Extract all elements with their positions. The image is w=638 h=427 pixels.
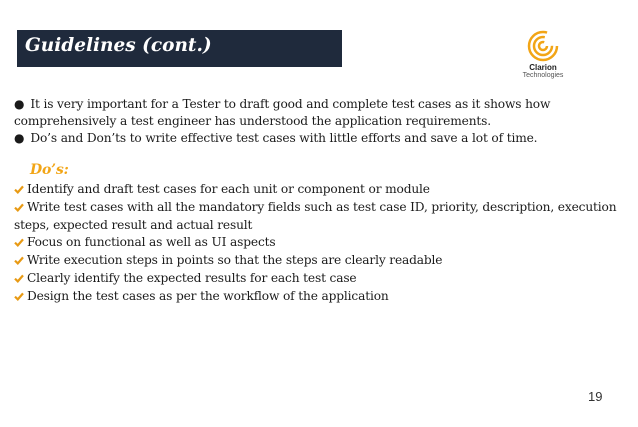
intro-paragraph [14, 96, 624, 130]
list-item [14, 199, 624, 234]
clarion-logo-icon [526, 30, 560, 62]
list-item-text: Focus on functional as well as UI aspects [27, 235, 276, 249]
list-item [14, 252, 624, 270]
checkmark-icon [14, 271, 25, 288]
list-item [14, 270, 624, 288]
list-item-text: Design the test cases as per the workflow of the application [27, 289, 389, 303]
list-item [14, 234, 624, 252]
list-item-text: Write test cases with all the mandatory fields such as test case ID, priority, description, execution steps, expected result and actual result [14, 200, 617, 232]
list-item-text: Clearly identify the expected results for each test case [27, 271, 357, 285]
intro-text: It is very important for a Tester to draft good and complete test cases as it shows how comprehensively a test engineer has understood the application requirements. [14, 97, 551, 128]
bullet-icon: ● [14, 131, 25, 145]
list-item-text: Write execution steps in points so that the steps are clearly readable [27, 253, 443, 267]
title-bar [17, 30, 342, 67]
page-number: 19 [588, 389, 603, 404]
logo-name: Clarion [529, 63, 557, 72]
intro-paragraph [14, 130, 624, 147]
slide-content [14, 96, 624, 306]
checkmark-icon [14, 235, 25, 252]
list-item-text: Identify and draft test cases for each unit or component or module [27, 182, 430, 196]
checkmark-icon [14, 182, 25, 199]
checkmark-icon [14, 289, 25, 306]
checkmark-icon [14, 253, 25, 270]
list-item [14, 288, 624, 306]
logo-tagline: Technologies [522, 72, 564, 79]
dos-heading: Do’s: [30, 162, 69, 178]
intro-text: Do’s and Don’ts to write effective test cases with little efforts and save a lot of time. [30, 131, 538, 145]
dos-list [14, 181, 624, 306]
checkmark-icon [14, 200, 25, 217]
bullet-icon: ● [14, 97, 25, 111]
list-item [14, 181, 624, 199]
slide-title: Guidelines (cont.) [25, 35, 212, 56]
company-logo [508, 30, 578, 82]
